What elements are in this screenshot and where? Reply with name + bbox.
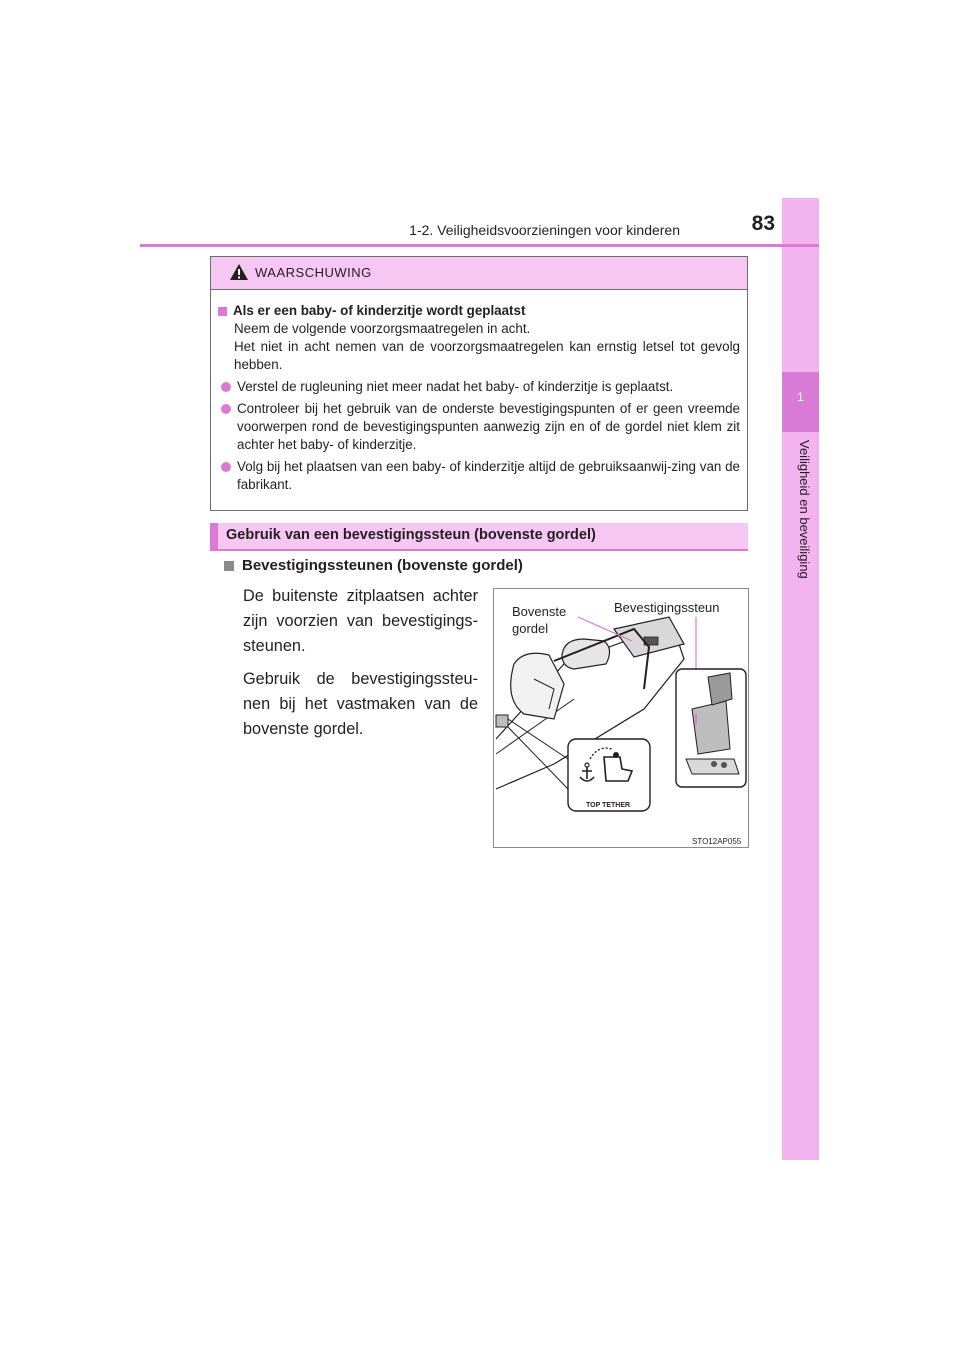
side-tab <box>782 198 819 1160</box>
warning-icon <box>229 263 249 281</box>
page-number: 83 <box>751 212 775 235</box>
label-top-strap-line2: gordel <box>512 621 549 636</box>
warning-subheading-text: Als er een baby- of kinderzitje wordt geplaatst <box>233 303 526 318</box>
header-rule <box>140 244 819 247</box>
warning-box <box>210 256 748 511</box>
dot-bullet-icon <box>221 462 231 472</box>
warning-body <box>211 290 747 494</box>
square-bullet-icon <box>218 307 227 316</box>
warning-bullet <box>218 400 740 454</box>
warning-intro-2: Het niet in acht nemen van de voorzorgsmaatregelen kan ernstig letsel tot gevolg hebben. <box>234 339 740 372</box>
warning-header <box>211 257 747 290</box>
warning-title: WAARSCHUWING <box>255 265 372 280</box>
section-title: Gebruik van een bevestigingssteun (bovenste gordel) <box>226 527 596 543</box>
chapter-label: Veiligheid en beveiliging <box>797 440 812 579</box>
section-heading-bar <box>210 523 748 551</box>
warning-bullet-text: Controleer bij het gebruik van de onderste bevestigingspunten of er geen vreemde voorwerpen rond de bevestigingspunten aanwezig zijn en of de gordel niet klem zit achter het baby- of kinderzitje. <box>237 401 740 452</box>
warning-bullet <box>218 458 740 494</box>
warning-bullet <box>218 378 740 396</box>
body-paragraph: De buitenste zitplaatsen achter zijn voorzien van bevestigings-steunen. <box>243 587 478 655</box>
dot-bullet-icon <box>221 382 231 392</box>
chapter-number: 1 <box>797 390 804 404</box>
dot-bullet-icon <box>221 404 231 414</box>
label-anchor-bracket: Bevestigingssteun <box>614 600 720 615</box>
warning-intro-1: Neem de volgende voorzorgsmaatregelen in acht. <box>234 321 531 336</box>
section-subheading-text: Bevestigingssteunen (bovenste gordel) <box>242 557 523 574</box>
warning-subheading <box>218 302 740 320</box>
figure-code: STO12AP055 <box>692 837 742 846</box>
section-subheading <box>224 557 523 574</box>
illustration-figure <box>493 588 749 848</box>
section-accent <box>210 523 218 549</box>
warning-bullet-text: Volg bij het plaatsen van een baby- of kinderzitje altijd de gebruiksaanwij-zing van de fabrikant. <box>237 459 740 492</box>
square-bullet-icon <box>224 561 234 571</box>
section-body <box>243 584 478 750</box>
warning-bullet-text: Verstel de rugleuning niet meer nadat het baby- of kinderzitje is geplaatst. <box>237 379 674 394</box>
header-section-title: 1-2. Veiligheidsvoorzieningen voor kinderen <box>409 222 680 238</box>
label-top-strap <box>512 603 566 637</box>
label-top-strap-line1: Bovenste <box>512 604 567 619</box>
body-paragraph: Gebruik de bevestigingssteu-nen bij het vastmaken van de bovenste gordel. <box>243 670 478 738</box>
top-tether-tag: TOP TETHER <box>586 802 631 809</box>
